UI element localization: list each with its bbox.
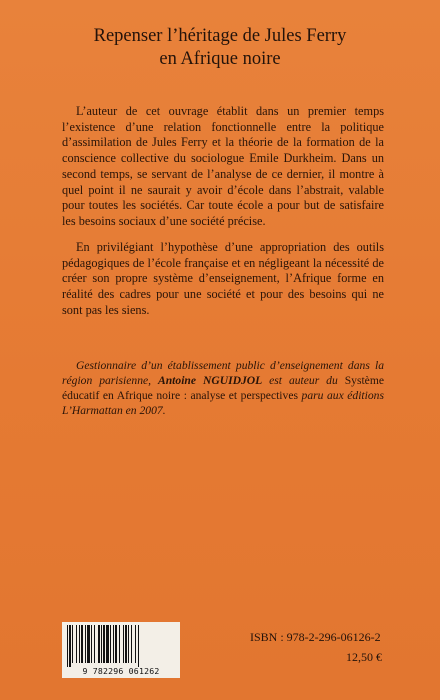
summary-paragraph-1: L’auteur de cet ouvrage établit dans un premier temps l’existence d’une relation fonctionnelle entre la politique d’assimilation de Jules Ferry et la théorie de la formation de la conscience collective du sociologue Emile Durkheim. Dans un second temps, se servant de l’analyse de ce dernier, il montre à quel point il ne saurait y avoir d’école dans l’abstrait, valable pour toutes les sociétés. Car toute école a pour but de satisfaire les besoins sociaux d’une société précise. (62, 104, 384, 228)
bio-intro: Gestionnaire d’un établissement public d’enseignement dans la région parisienne, (62, 359, 384, 387)
previous-book-title: Système éducatif en Afrique noire : analyse et perspectives (62, 374, 384, 402)
book-title-line1: Repenser l’héritage de Jules Ferry (93, 26, 347, 46)
barcode-bars-icon (65, 625, 177, 667)
author-bio (62, 358, 384, 418)
isbn: ISBN : 978-2-296-06126-2 (250, 630, 381, 644)
bio-text: est auteur du (269, 374, 338, 387)
summary-paragraph-2: En privilégiant l’hypothèse d’une appropriation des outils pédagogiques de l’école française et en négligeant la nécessité de créer son propre système d’enseignement, l’Afrique forme en réalité des cadres pour une société et pour des besoins qui ne sont pas les siens. (62, 240, 384, 317)
barcode (62, 622, 180, 678)
barcode-digits: 9 782296 061262 (82, 666, 160, 676)
bio-publisher: paru aux éditions L’Harmattan en 2007. (62, 389, 384, 417)
price: 12,50 € (346, 650, 382, 664)
author-name: Antoine NGUIDJOL (158, 374, 263, 387)
book-title-line2: en Afrique noire (159, 49, 281, 69)
